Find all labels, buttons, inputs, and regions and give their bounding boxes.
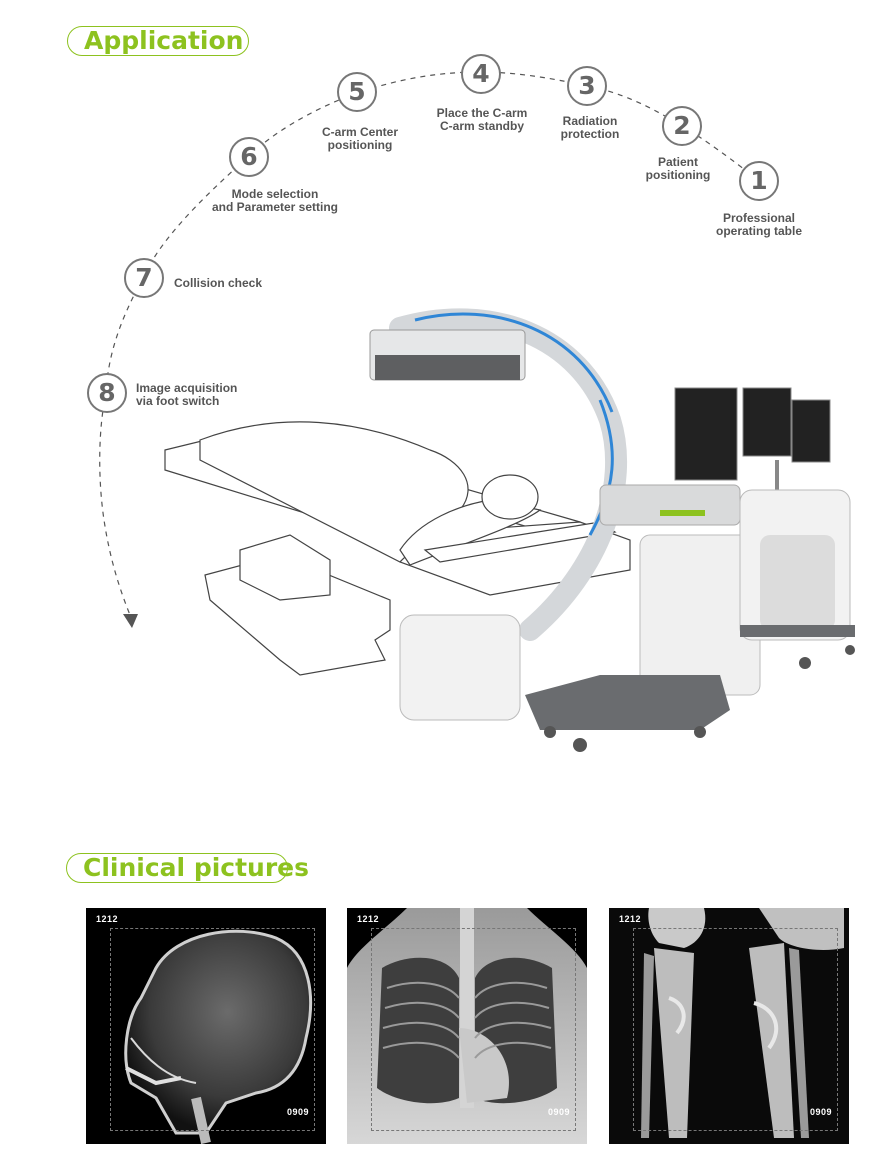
application-section-title: Application: [67, 26, 249, 56]
clinical-image-leg: [609, 908, 849, 1144]
step-6-circle: 6: [229, 137, 269, 177]
arrow-head-icon: [123, 614, 138, 628]
clinical-pictures-section-title: Clinical pictures: [66, 853, 288, 883]
step-5-circle: 5: [337, 72, 377, 112]
step-7-circle: 7: [124, 258, 164, 298]
step-3-label: Radiation protection: [560, 114, 620, 141]
clinical-image-chest: [347, 908, 587, 1144]
step-3-circle: 3: [567, 66, 607, 106]
image-top-tag: 1212: [357, 914, 380, 924]
step-1-circle: 1: [739, 161, 779, 201]
step-5-label: C-arm Center positioning: [321, 125, 399, 152]
frame-guide: [633, 928, 838, 1131]
image-bottom-tag: 0909: [809, 1107, 832, 1117]
frame-guide: [110, 928, 315, 1131]
image-top-tag: 1212: [96, 914, 119, 924]
step-1-label: Professional operating table: [715, 211, 802, 238]
image-bottom-tag: 0909: [547, 1107, 570, 1117]
clinical-image-skull: [86, 908, 326, 1144]
image-bottom-tag: 0909: [286, 1107, 309, 1117]
step-7-label: Collision check: [174, 276, 263, 290]
step-6-label: Mode selection and Parameter setting: [211, 187, 339, 214]
step-4-label: Place the C-arm C-arm standby: [436, 106, 528, 133]
image-top-tag: 1212: [619, 914, 642, 924]
step-2-label: Patient positioning: [645, 155, 711, 182]
step-4-circle: 4: [461, 54, 501, 94]
step-8-label: Image acquisition via foot switch: [136, 381, 238, 408]
frame-guide: [371, 928, 576, 1131]
c-arm-system-illustration: [160, 300, 860, 760]
step-8-circle: 8: [87, 373, 127, 413]
step-2-circle: 2: [662, 106, 702, 146]
